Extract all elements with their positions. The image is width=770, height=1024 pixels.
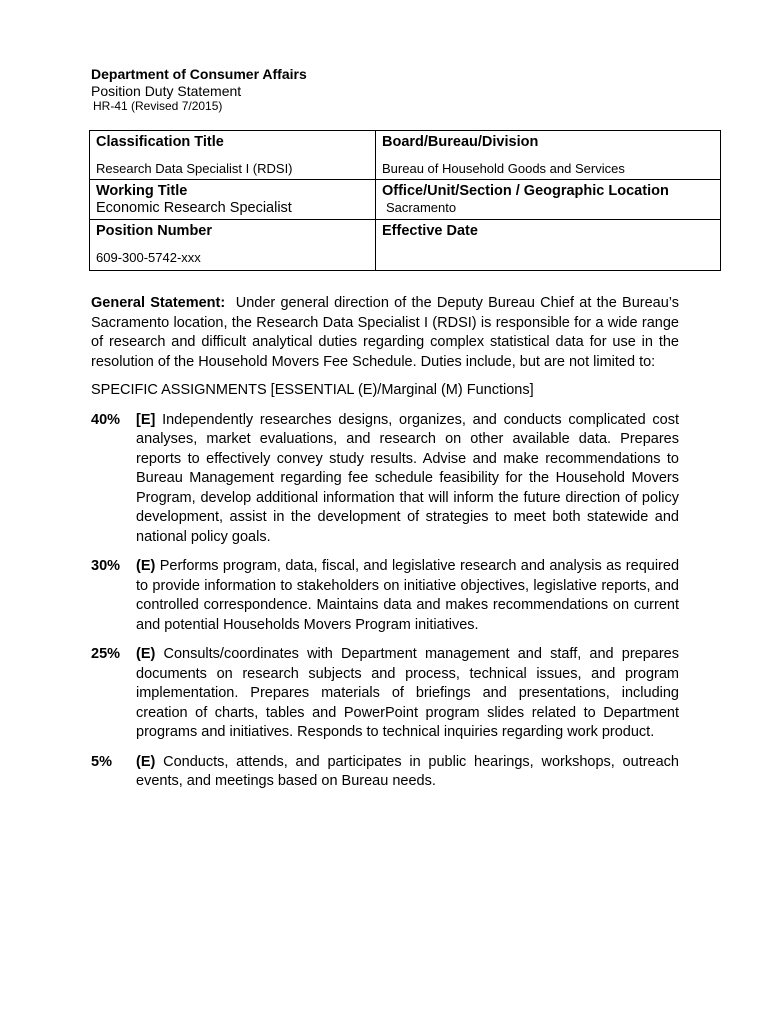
table-row (90, 131, 721, 180)
document-body (91, 294, 679, 792)
department-name: Department of Consumer Affairs (91, 66, 307, 82)
board-label: Board/Bureau/Division (382, 134, 539, 150)
duty-text: Performs program, data, fiscal, and legislative research and analysis as required to provide information to stakeholders on initiative objectives, legislative reports, and controlled correspondence. Maintains data and makes recommendations on current and potential Households Movers Program initiatives. (136, 558, 680, 633)
office-cell (376, 180, 721, 220)
duty-text: Independently researches designs, organizes, and conducts complicated cost analyses, market evaluations, and research on other available data. Prepares reports to effectively convey study results. Advise and make recommendations to Bureau Management regarding fee schedule feasibility for the Household Movers Program, develop additional information that will inform the future direction of policy development, assist in the development of strategies to meet both statewide and national policy goals. (136, 411, 679, 545)
position-number-cell (90, 220, 376, 271)
effective-date-cell (376, 220, 721, 271)
document-title: Position Duty Statement (91, 83, 242, 99)
working-title-cell (90, 180, 376, 220)
position-info-table (89, 130, 721, 271)
classification-cell (90, 131, 376, 180)
list-item (91, 411, 679, 548)
table-row (90, 180, 721, 220)
duty-description (136, 645, 679, 743)
board-value: Bureau of Household Goods and Services (382, 161, 625, 176)
general-statement-label: General Statement: (91, 295, 226, 311)
duty-percent: 5% (91, 753, 112, 770)
duty-description (136, 557, 679, 635)
duty-function-code: (E) (136, 646, 156, 662)
duty-function-code: (E) (136, 753, 156, 770)
effective-date-label: Effective Date (382, 223, 478, 239)
list-item (91, 645, 679, 743)
general-statement (91, 294, 679, 372)
duty-percent: 25% (91, 646, 121, 662)
duty-percent: 40% (91, 411, 121, 428)
duty-text: Conducts, attends, and participates in public hearings, workshops, outreach events, and meetings based on Bureau needs. (136, 753, 679, 789)
duty-function-code: (E) (136, 558, 156, 574)
list-item (91, 557, 679, 635)
board-cell (376, 131, 721, 180)
general-statement-text: Under general direction of the Deputy Bureau Chief at the Bureau’s Sacramento location, the Research Data Specialist I (RDSI) is responsible for a wide range of research and difficult analytical duties regarding complex statistical data for use in the resolution of the Household Movers Fee Schedule. Duties include, but are not limited to: (91, 295, 679, 370)
working-title-value: Economic Research Specialist (96, 200, 292, 216)
office-label: Office/Unit/Section / Geographic Location (382, 183, 669, 199)
working-title-label: Working Title (96, 183, 188, 199)
list-item (91, 753, 679, 792)
duty-function-code: [E] (136, 411, 156, 428)
position-number-value: 609-300-5742-xxx (96, 250, 201, 265)
office-value: Sacramento (386, 200, 457, 215)
table-row (90, 220, 721, 271)
duty-description (136, 411, 679, 548)
specific-assignments-heading: SPECIFIC ASSIGNMENTS [ESSENTIAL (E)/Marginal (M) Functions] (91, 382, 534, 398)
duty-percent: 30% (91, 558, 121, 574)
duty-description (136, 753, 679, 792)
duty-text: Consults/coordinates with Department management and staff, and prepares documents on research subjects and process, technical issues, and program implementation. Prepares materials of briefings and presentations, including creation of charts, tables and PowerPoint program slides related to Department programs and initiatives. Responds to technical inquiries regarding work product. (136, 646, 679, 740)
classification-title-label: Classification Title (96, 134, 224, 150)
form-number: HR-41 (Revised 7/2015) (93, 99, 223, 113)
position-number-label: Position Number (96, 223, 213, 239)
document-header (91, 66, 307, 114)
classification-title-value: Research Data Specialist I (RDSI) (96, 161, 293, 176)
